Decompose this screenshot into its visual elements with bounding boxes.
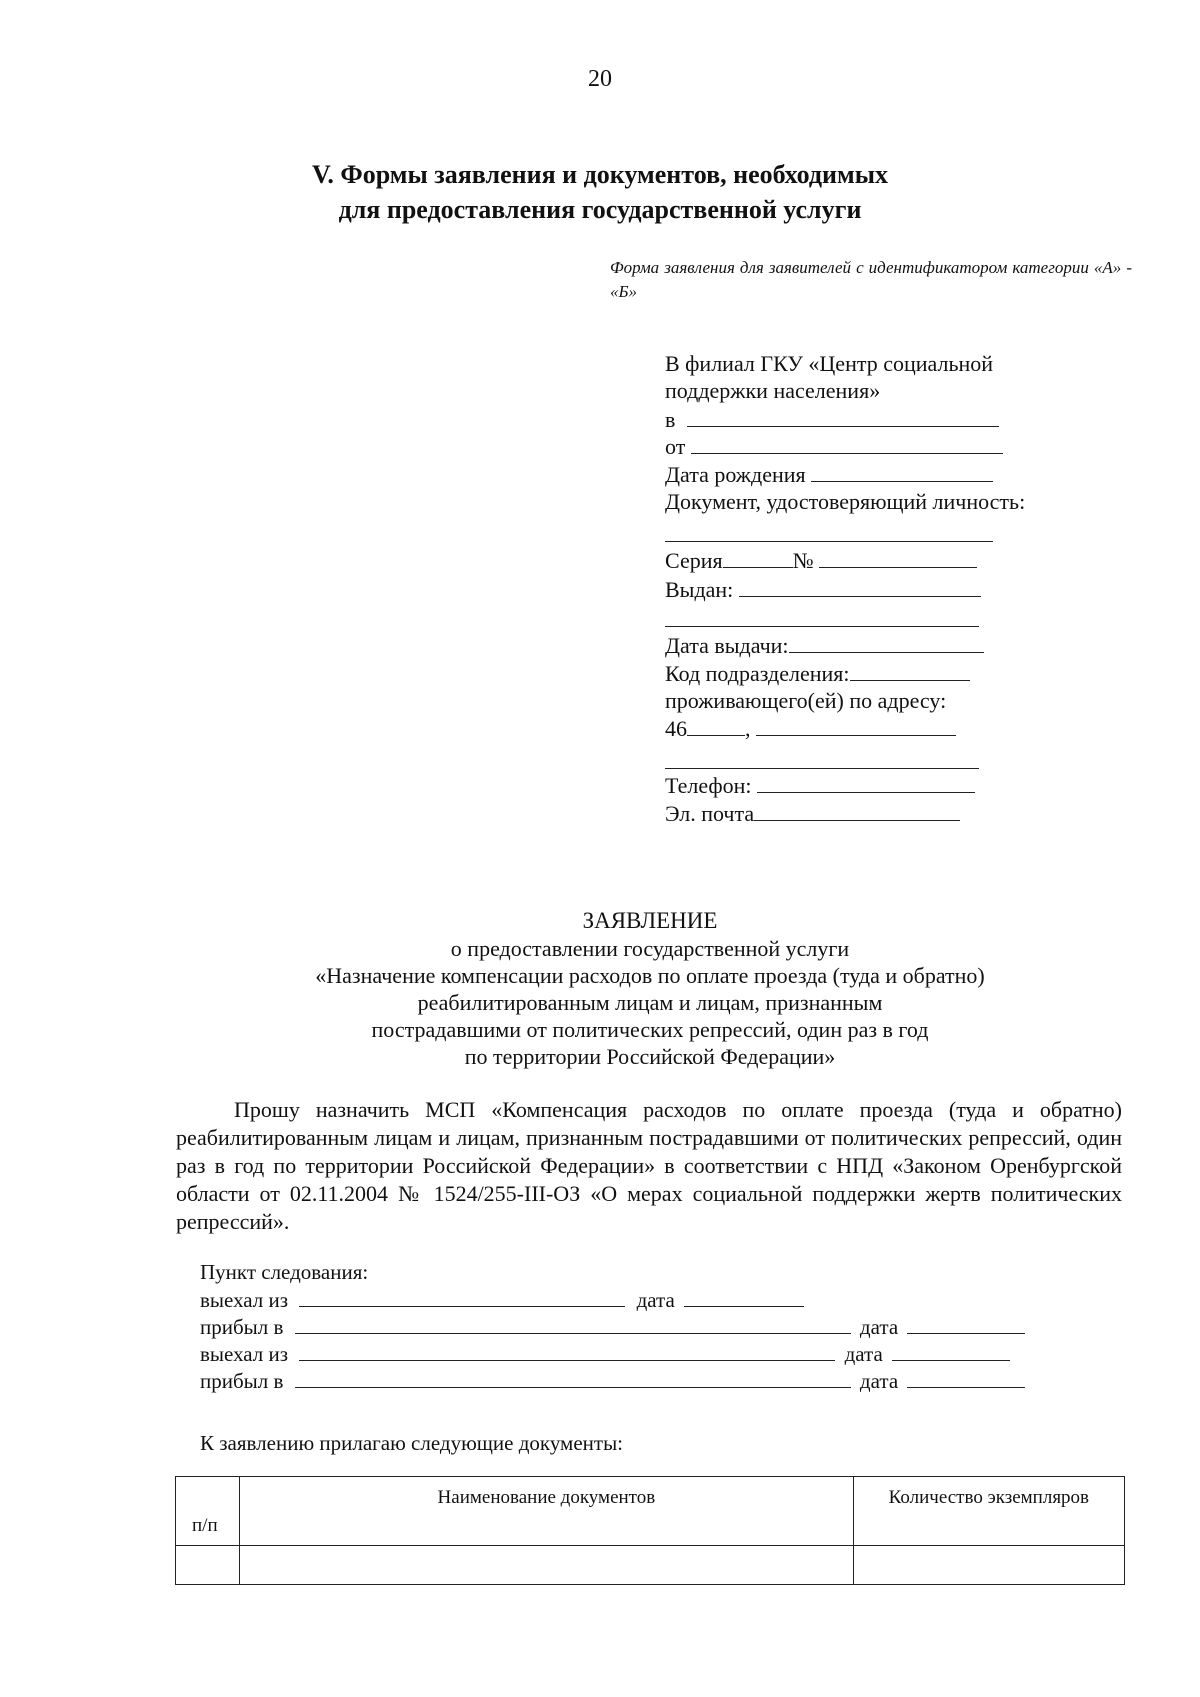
date-label: дата [859,1315,899,1339]
arrived-label: прибыл в [200,1369,284,1393]
attachments-intro: К заявлению прилагаю следующие документы: [200,1431,624,1455]
arrived-date-underline[interactable] [907,1313,1025,1334]
statement-body-text: Прошу назначить МСП «Компенсация расходов по оплате проезда (туда и обратно) реабилитированным лицам и лицам, признанным пострадавшими от политических репрессий, один раз в год по территории Российской Федерации» в соответствии с НПД «Законом Оренбургской области от 02.11.2004 № 1524/255-III-ОЗ «О мерах социальной поддержки жертв политических репрессий». [176,1097,1122,1234]
dept-code-underline[interactable] [850,660,970,681]
table-row [176,1546,1125,1585]
travel-heading: Пункт следования: [200,1260,369,1284]
issued-by-field[interactable] [665,576,981,603]
date-label: дата [636,1288,675,1312]
issue-date-underline[interactable] [789,632,984,653]
arrived-date-underline[interactable] [907,1367,1025,1388]
email-underline[interactable] [754,800,960,821]
travel-row-arrived-2[interactable] [200,1367,1025,1394]
address-field[interactable] [665,715,956,742]
section-title-line-1: V. Формы заявления и документов, необходимых [311,160,889,189]
phone-field[interactable] [665,772,975,799]
cell-count[interactable] [853,1546,1124,1585]
statement-body [176,1096,1122,1236]
attachments-table [175,1476,1125,1585]
arrived-place-underline[interactable] [295,1367,851,1388]
address-comma: , [745,716,751,741]
departed-place-underline[interactable] [299,1286,625,1307]
statement-subtitle-2: «Назначение компенсации расходов по оплате проезда (туда и обратно) [315,963,985,988]
address-zip-underline[interactable] [687,715,745,736]
statement-subtitle-4: пострадавшими от политических репрессий, один раз в год [371,1017,929,1042]
travel-row-arrived-1[interactable] [200,1313,1025,1340]
section-title-line-2: для предоставления государственной услуги [338,195,862,224]
email-label: Эл. почта [665,801,755,826]
header-num [176,1477,240,1546]
header-name-text: Наименование документов [437,1487,656,1508]
header-count-text: Количество экземпляров [888,1487,1090,1508]
number-label: № [792,548,814,573]
addressee-line-2: поддержки населения» [665,378,881,403]
statement-subtitle-3: реабилитированным лицам и лицам, признанным [417,990,883,1015]
date-label: дата [859,1369,899,1393]
number-underline[interactable] [819,547,977,568]
statement-heading: ЗАЯВЛЕНИЕ [582,908,718,933]
form-note: Форма заявления для заявителей с идентификатором категории «А» - «Б» [610,258,1132,301]
header-count [853,1477,1124,1546]
from-field[interactable] [665,433,1003,460]
series-label: Серия [665,548,723,573]
to-label: в [665,407,676,432]
issued-by-underline[interactable] [739,576,981,597]
issue-date-field[interactable] [665,632,984,659]
birth-date-label: Дата рождения [665,462,806,487]
addressee-line-1: В филиал ГКУ «Центр социальной [665,351,994,376]
from-underline[interactable] [691,433,1003,454]
birth-date-field[interactable] [665,461,993,488]
phone-label: Телефон: [665,773,752,798]
address-prefix: 46 [665,716,687,741]
table-header-row [176,1477,1125,1546]
travel-row-departed-2[interactable] [200,1340,1010,1367]
address-label: проживающего(ей) по адресу: [665,688,947,713]
to-field[interactable] [665,406,999,433]
departed-place-underline[interactable] [299,1340,835,1361]
series-number-field[interactable] [665,547,977,574]
header-num-text: п/п [192,1515,218,1536]
arrived-label: прибыл в [200,1315,284,1339]
cell-num[interactable] [176,1546,240,1585]
arrived-place-underline[interactable] [295,1313,851,1334]
cell-name[interactable] [240,1546,854,1585]
header-name [240,1477,854,1546]
departed-label: выехал из [200,1288,289,1312]
statement-subtitle-5: по территории Российской Федерации» [464,1044,836,1069]
date-label: дата [844,1342,883,1366]
departed-label: выехал из [200,1342,289,1366]
to-underline[interactable] [687,406,999,427]
series-underline[interactable] [723,547,793,568]
id-document-line[interactable] [665,541,993,542]
travel-row-departed-1[interactable] [200,1286,804,1313]
id-document-label: Документ, удостоверяющий личность: [665,489,1026,514]
issued-by-label: Выдан: [665,577,734,602]
birth-date-underline[interactable] [811,461,993,482]
email-field[interactable] [665,800,960,827]
departed-date-underline[interactable] [892,1340,1010,1361]
address-street-underline[interactable] [756,715,956,736]
dept-code-label: Код подразделения: [665,661,850,686]
departed-date-underline[interactable] [684,1286,804,1307]
statement-subtitle-1: о предоставлении государственной услуги [450,936,850,961]
issued-by-line-2[interactable] [665,626,979,627]
phone-underline[interactable] [757,772,975,793]
page-number: 20 [588,66,612,92]
address-line-2[interactable] [665,768,979,769]
issue-date-label: Дата выдачи: [665,633,789,658]
dept-code-field[interactable] [665,660,970,687]
from-label: от [665,434,686,459]
